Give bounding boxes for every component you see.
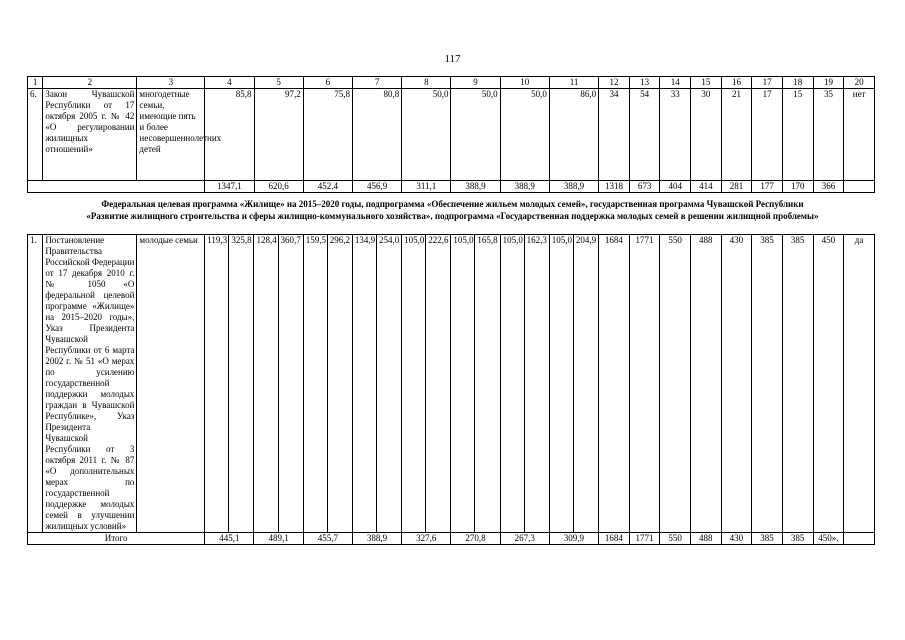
section-heading-line2: «Развитие жилищного строительства и сферы жилищно-коммунального хозяйства», подпрограмма «Государственная поддержка молодых семей в решении жилищной проблемы»	[86, 211, 819, 221]
value-cell: 34	[599, 89, 630, 181]
header-cell: 3	[137, 77, 205, 89]
value-cell: 1771	[629, 235, 660, 533]
header-cell: 8	[402, 77, 451, 89]
header-cell: 4	[205, 77, 254, 89]
total-cell: 488	[690, 533, 721, 545]
value-cell: 162,3	[524, 235, 549, 533]
total-cell: 1684	[599, 533, 630, 545]
total-cell: 455,7	[303, 533, 352, 545]
value-cell: 296,2	[327, 235, 352, 533]
header-cell: 2	[43, 77, 137, 89]
total-cell: 430	[721, 533, 752, 545]
total-cell: 404	[660, 181, 691, 193]
header-cell: 10	[500, 77, 549, 89]
total-cell: 1318	[599, 181, 630, 193]
value-cell: 1684	[599, 235, 630, 533]
value-cell: 54	[629, 89, 660, 181]
legal-basis: Закон Чувашской Республики от 17 октября 2005 г. № 42 «О регулировании жилищных отношений»	[43, 89, 137, 181]
value-cell: 254,0	[376, 235, 401, 533]
total-cell: 309,9	[549, 533, 598, 545]
total-cell: 311,1	[402, 181, 451, 193]
header-cell: 6	[303, 77, 352, 89]
value-cell: 430	[721, 235, 752, 533]
header-cell: 20	[844, 77, 875, 89]
value-cell: нет	[844, 89, 875, 181]
value-cell: 75,8	[303, 89, 352, 181]
total-cell: 177	[752, 181, 783, 193]
value-cell: 17	[752, 89, 783, 181]
header-row	[28, 77, 875, 89]
header-cell: 19	[813, 77, 844, 89]
section-heading	[0, 198, 905, 222]
value-cell: 119,3	[205, 235, 229, 533]
value-cell: 385	[752, 235, 783, 533]
total-cell: 1771	[629, 533, 660, 545]
header-cell: 7	[352, 77, 401, 89]
value-cell: 488	[690, 235, 721, 533]
value-cell: 50,0	[402, 89, 451, 181]
total-row	[28, 181, 875, 193]
value-cell: 86,0	[549, 89, 598, 181]
total-cell: 170	[782, 181, 813, 193]
header-cell: 14	[660, 77, 691, 89]
value-cell: 159,5	[303, 235, 327, 533]
header-cell: 16	[721, 77, 752, 89]
header-cell: 5	[254, 77, 303, 89]
total-cell: 388,9	[352, 533, 401, 545]
row-number: 1.	[28, 235, 43, 533]
total-cell: 450».	[813, 533, 844, 545]
total-cell: 550	[660, 533, 691, 545]
header-cell: 11	[549, 77, 598, 89]
value-cell: 204,9	[573, 235, 598, 533]
total-cell: 281	[721, 181, 752, 193]
total-cell: 489,1	[254, 533, 303, 545]
total-cell: 270,8	[451, 533, 500, 545]
total-cell: 1347,1	[205, 181, 254, 193]
value-cell: 360,7	[278, 235, 303, 533]
beneficiary-category: многодетные семьи, имеющие пять и более несовершеннолетних детей	[137, 89, 205, 181]
value-cell: 30	[691, 89, 722, 181]
total-cell: 327,6	[402, 533, 451, 545]
total-row	[28, 533, 875, 545]
value-cell: 85,8	[205, 89, 254, 181]
value-cell: 105,0	[500, 235, 524, 533]
total-cell: 385	[782, 533, 813, 545]
header-cell: 9	[451, 77, 500, 89]
value-cell: 105,0	[402, 235, 426, 533]
value-cell: 105,0	[549, 235, 573, 533]
value-cell: 50,0	[451, 89, 500, 181]
value-cell: 35	[813, 89, 844, 181]
total-cell: 388,9	[500, 181, 549, 193]
header-cell: 15	[691, 77, 722, 89]
total-cell: 445,1	[205, 533, 254, 545]
total-cell: 366	[813, 181, 844, 193]
value-cell: 105,0	[451, 235, 475, 533]
header-cell: 18	[782, 77, 813, 89]
header-cell: 1	[28, 77, 43, 89]
continuation-table	[27, 76, 875, 193]
legal-basis: Постановление Правительства Российской Федерации от 17 декабря 2010 г. № 1050 «О федеральной целевой программе «Жилище» на 2015–2020 годы», Указ Президента Чувашской Республики от 6 марта 2002 г. № 51 «О мерах по усилению государственной поддержки молодых граждан в Чувашской Республике», Указ Президента Чувашской Республики от 3 октября 2011 г. № 87 «О дополнительных мерах по государственной поддержке молодых семей в улучшении жилищных условий»	[43, 235, 137, 533]
value-cell: 33	[660, 89, 691, 181]
value-cell: 450	[813, 235, 844, 533]
value-cell: 50,0	[500, 89, 549, 181]
table-row	[28, 235, 875, 533]
value-cell: 128,4	[254, 235, 278, 533]
value-cell: 550	[660, 235, 691, 533]
value-cell: 134,9	[352, 235, 376, 533]
total-cell: 267,3	[500, 533, 549, 545]
header-cell: 13	[629, 77, 660, 89]
value-cell: да	[844, 235, 875, 533]
program-table	[27, 234, 875, 545]
total-cell: 385	[752, 533, 783, 545]
table-row	[28, 89, 875, 181]
value-cell: 97,2	[254, 89, 303, 181]
total-cell: 388,9	[451, 181, 500, 193]
total-cell: 456,9	[352, 181, 401, 193]
page-number: 117	[444, 53, 461, 65]
total-cell: 620,6	[254, 181, 303, 193]
total-cell: 414	[691, 181, 722, 193]
section-heading-line1: Федеральная целевая программа «Жилище» на 2015–2020 годы, подпрограмма «Обеспечение жильем молодых семей», государственная программа Чувашской Республики	[101, 199, 804, 209]
row-number: 6.	[28, 89, 43, 181]
total-cell: 673	[629, 181, 660, 193]
value-cell: 15	[782, 89, 813, 181]
value-cell: 385	[782, 235, 813, 533]
total-cell: 388,9	[549, 181, 598, 193]
value-cell: 325,8	[229, 235, 254, 533]
value-cell: 21	[721, 89, 752, 181]
total-cell: 452,4	[303, 181, 352, 193]
beneficiary-category: молодые семьи	[137, 235, 205, 533]
header-cell: 12	[599, 77, 630, 89]
value-cell: 222,6	[426, 235, 451, 533]
total-label: Итого	[28, 533, 205, 545]
value-cell: 80,8	[352, 89, 401, 181]
value-cell: 165,8	[475, 235, 500, 533]
header-cell: 17	[752, 77, 783, 89]
